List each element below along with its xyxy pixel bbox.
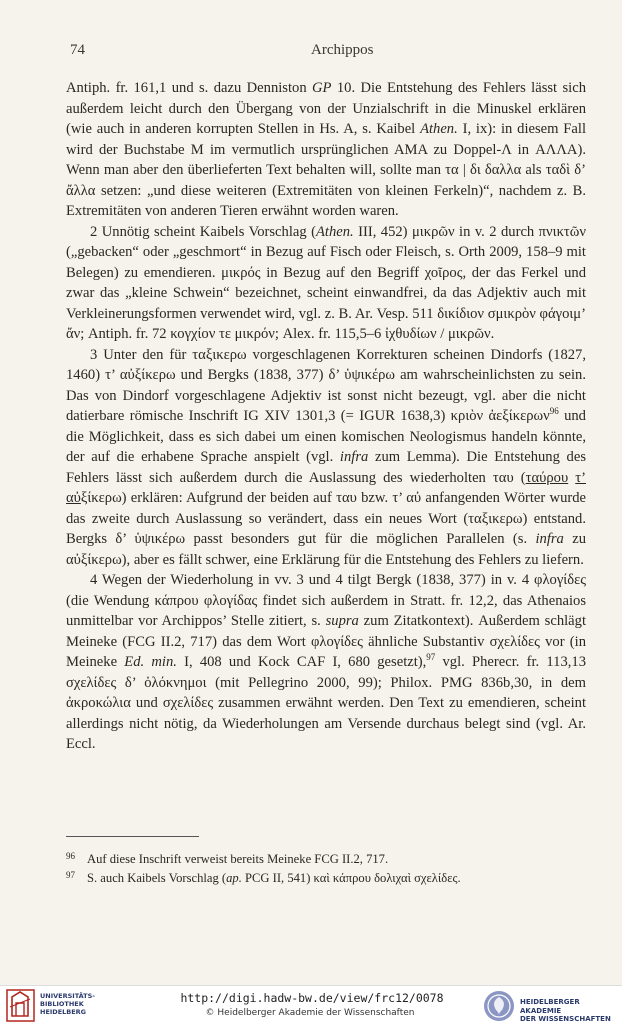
term-supra: supra	[325, 613, 359, 629]
text-run: zu αὐξίκερω), aber es fällt schwer, eine Erklärung für die Entstehung des Fehlers zu liefern.	[66, 531, 586, 568]
logo-line: HEIDELBERG	[40, 1008, 87, 1016]
footnote-text: PCG II, 541) καὶ κάπρου δολιχαὶ σχελίδες.	[241, 871, 461, 885]
text-run: zum Lemma). Die Entstehung des Fehlers lässt sich außerdem durch die Auslassung des wiederholten ταυ (	[66, 449, 586, 486]
text-run: I, ix): in diesem Fall wird der Buchstabe M im vermutlich ursprünglichen AMA zu Doppel-Λ in ΑΛΛΑ). Wenn man aber den überlieferten Text behalten will, sollte man τα | δι δαλλα als ταδὶ δ’ ἄλλα setzen: „und diese weiteren (Extremitäten von kleinen Ferkeln)“, nachdem z. B. Extremitäten von anderen Tieren erwähnt worden waren.	[66, 121, 586, 219]
footnote-ref-96[interactable]: 96	[549, 406, 559, 417]
footnote-96	[66, 848, 586, 867]
text-run: I, 408 und Kock CAF I, 680 gesetzt),	[176, 654, 427, 670]
text-run: 3 Unter den für ταξικερω vorgeschlagenen Korrekturen scheinen Dindorfs (1827, 1460) τ’ αὐξίκερω und Bergks (1838, 377) δ’ ὑψικέρω am wahrscheinlichsten zu sein. Das von Dindorf vorgeschlagene Adjektiv ist sonst nicht bezeugt, vgl. aber die nicht datierbare römische Inschrift IG XIV 1301,3 (= IGUR 1638,3) κριὸν ἀεξίκερων	[66, 346, 586, 424]
text-run: III, 452) μικρῶν in v. 2 durch πνικτῶν („gebacken“ oder „geschmort“ in Bezug auf Fisch oder Fleisch, s. Orth 2009, 158–9 mit Belegen) zu emendieren. μικρός in Bezug auf den Begriff χοῖρος, der das Ferkel und zwar das „kleine Schwein“ bezeichnet, scheint einwandfrei, da das Adjektiv auch mit Verkleinerungsformen verwendet wird, vgl. z. B. Ar. Vesp. 511 δικίδιον σμικρὸν φάγοιμ’ ἄν; Antiph. fr. 72 κογχίον τε μικρόν; Alex. fr. 115,5–6 ἰχθυδίων / μικρῶν.	[66, 223, 586, 342]
abbrev-athen: Athen.	[315, 223, 354, 240]
viewer-footer	[0, 985, 622, 1026]
underlined-greek: ταύρου	[525, 469, 569, 486]
permalink-url[interactable]: http://digi.hadw-bw.de/view/frc12/0078	[180, 991, 444, 1005]
abbrev-athen: Athen.	[420, 121, 458, 137]
footnote-ref-97[interactable]: 97	[426, 652, 436, 663]
text-run: 10. Die Entstehung des Fehlers lässt sich außerdem leicht durch den Übergang von der Unzialschrift in die Minuskel erklären (wie auch in anderen korrupten Stellen in Hs. A, s. Kaibel	[66, 80, 586, 137]
copyright-notice: © Heidelberger Akademie der Wissenschaften	[205, 1008, 415, 1018]
page-number: 74	[70, 42, 85, 58]
abbrev-ap: ap.	[226, 871, 242, 885]
footnote-number: 97	[66, 870, 75, 880]
footnote-rule	[66, 836, 199, 837]
academy-name	[520, 998, 622, 1024]
commentary-body	[66, 78, 586, 755]
academy-seal-icon[interactable]	[483, 990, 515, 1022]
text-run: vgl. Pherecr. fr. 113,13 σχελίδες δ’ ὀλόκνημοι (mit Pellegrino 2000, 99); Philox. PMG 836b,30, in dem ἀκροκώλια und σχελίδες zusammen erwähnt werden. Den Text zu emendieren, scheint allerdings nicht nötig, da Wiederholungen am Versende durchaus belegt sind (vgl. Ar. Eccl.	[66, 654, 586, 752]
logo-line: HEIDELBERGER AKADEMIE	[520, 998, 580, 1015]
text-run: 2 Unnötig scheint Kaibels Vorschlag (	[90, 223, 316, 240]
footnote-text: S. auch Kaibels Vorschlag (	[87, 871, 227, 885]
abbrev-ed-min: Ed. min.	[124, 654, 177, 670]
logo-line: BIBLIOTHEK	[40, 1000, 84, 1008]
term-infra: infra	[339, 449, 369, 465]
logo-line: DER WISSENSCHAFTEN	[520, 1015, 611, 1023]
text-run: zum Zitatkontext). Außerdem schlägt Meineke (FCG II.2, 717) das dem Wort φλογίδες ähnliche Substantiv σχελίδες vor (in Meineke	[66, 613, 586, 670]
paragraph-intro	[66, 78, 586, 222]
text-run: 4 Wegen der Wiederholung in vv. 3 und 4 tilgt Bergk (1838, 377) in v. 4 φλογίδες (die Wendung κάπρου φλογίδας findet sich außerdem in Stratt. fr. 12,2, das Athenaios unmittelbar vor Archippos’ Stelle zitiert, s.	[66, 572, 586, 629]
page-header	[70, 42, 585, 60]
paragraph-3	[66, 345, 586, 571]
footnote-number: 96	[66, 851, 75, 861]
text-run: und die Möglichkeit, dass es sich dabei um einen komischen Neologismus handeln könnte, der auf die erhabene Sprache anspielt (vgl.	[66, 408, 586, 465]
university-library-name	[40, 992, 95, 1016]
term-infra: infra	[535, 531, 564, 547]
text-run: ξίκερω) erklären: Aufgrund der beiden auf ταυ bzw. τ’ αὐ anfangenden Wörter wurde das zweite durch Auslassung so verändert, dass ein neues Wort (ταξικερω) entstand. Bergks δ’ ὑψικέρω passt besonders gut für die möglichen Parallelen (s.	[66, 490, 586, 547]
abbrev-gp: GP	[312, 80, 332, 96]
underlined-greek: τ’ αὐ	[66, 469, 586, 506]
footnote-97	[66, 867, 586, 886]
footnote-text: Auf diese Inschrift verweist bereits Meineke FCG II.2, 717.	[87, 852, 389, 866]
logo-line: UNIVERSITÄTS-	[40, 992, 95, 1000]
running-head: Archippos	[311, 42, 374, 58]
university-library-logo-icon[interactable]	[6, 989, 35, 1022]
text-run: Antiph. fr. 161,1 und s. dazu Denniston	[66, 80, 313, 96]
paragraph-4	[66, 570, 586, 755]
paragraph-2	[66, 222, 586, 345]
